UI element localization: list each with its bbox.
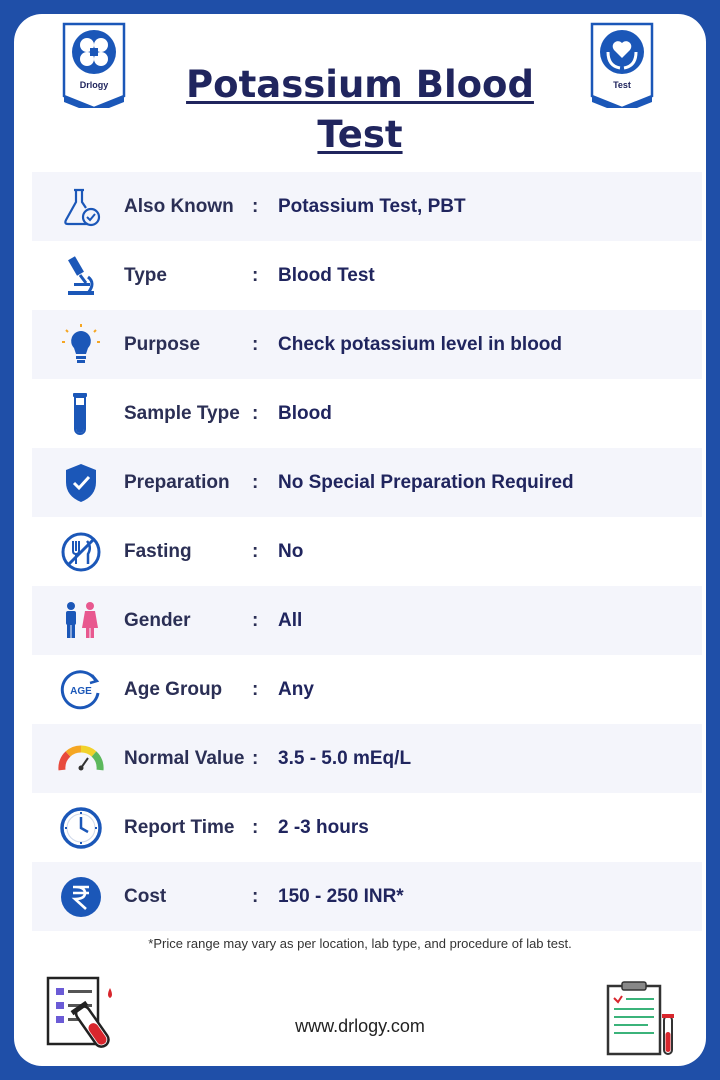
row-fasting — [32, 517, 702, 586]
row-also-known — [32, 172, 702, 241]
row-gender — [32, 586, 702, 655]
row-label: Normal Value — [124, 748, 245, 769]
row-value: Any — [278, 679, 314, 700]
row-label: Age Group — [124, 679, 223, 700]
row-colon: : — [252, 334, 259, 355]
rupee-icon — [58, 874, 104, 920]
clock-icon — [58, 805, 104, 851]
gender-icon — [58, 598, 104, 644]
row-report-time — [32, 793, 702, 862]
row-colon: : — [252, 679, 259, 700]
price-footnote: *Price range may vary as per location, lab type, and procedure of lab test. — [148, 936, 572, 951]
shield-check-icon — [58, 460, 104, 506]
row-colon: : — [252, 886, 259, 907]
row-value: Blood — [278, 403, 332, 424]
info-table — [32, 172, 702, 931]
row-sample-type — [32, 379, 702, 448]
website-url: www.drlogy.com — [295, 1016, 425, 1036]
row-label: Sample Type — [124, 403, 240, 424]
no-food-icon — [58, 529, 104, 575]
row-colon: : — [252, 748, 259, 769]
row-normal-value — [32, 724, 702, 793]
row-age-group — [32, 655, 702, 724]
row-value: All — [278, 610, 303, 631]
row-label: Cost — [124, 886, 167, 907]
row-value: Blood Test — [278, 265, 375, 286]
row-label: Type — [124, 265, 167, 286]
row-value: 3.5 - 5.0 mEq/L — [278, 748, 412, 769]
row-label: Preparation — [124, 472, 230, 493]
row-purpose — [32, 310, 702, 379]
row-preparation — [32, 448, 702, 517]
row-value: 2 -3 hours — [278, 817, 369, 838]
gauge-icon — [58, 736, 104, 782]
row-value: No — [278, 541, 304, 562]
row-label: Report Time — [124, 817, 235, 838]
test-tube-icon — [58, 391, 104, 437]
row-colon: : — [252, 265, 259, 286]
title-line-1: Potassium Blood — [186, 63, 534, 106]
info-card — [14, 14, 706, 1066]
row-value: Check potassium level in blood — [278, 334, 563, 355]
test-badge-label: Test — [613, 80, 631, 90]
flask-icon — [58, 184, 104, 230]
row-value: No Special Preparation Required — [278, 472, 574, 493]
row-colon: : — [252, 610, 259, 631]
hands-heart-icon — [590, 22, 654, 108]
row-colon: : — [252, 817, 259, 838]
drlogy-badge-label: Drlogy — [79, 80, 109, 90]
row-colon: : — [252, 541, 259, 562]
row-cost — [32, 862, 702, 931]
row-label: Also Known — [124, 196, 234, 217]
row-label: Gender — [124, 610, 191, 631]
row-colon: : — [252, 403, 259, 424]
title-line-2: Test — [317, 113, 403, 156]
row-value: 150 - 250 INR* — [278, 886, 404, 907]
row-label: Fasting — [124, 541, 192, 562]
svg-text:AGE: AGE — [70, 686, 92, 697]
row-colon: : — [252, 196, 259, 217]
lab-report-illustration-icon — [44, 974, 120, 1056]
row-colon: : — [252, 472, 259, 493]
age-icon — [58, 667, 104, 713]
lightbulb-icon — [58, 322, 104, 368]
row-value: Potassium Test, PBT — [278, 196, 466, 217]
row-type — [32, 241, 702, 310]
row-label: Purpose — [124, 334, 201, 355]
clipboard-illustration-icon — [604, 980, 678, 1058]
test-badge — [590, 22, 654, 108]
microscope-icon — [58, 253, 104, 299]
